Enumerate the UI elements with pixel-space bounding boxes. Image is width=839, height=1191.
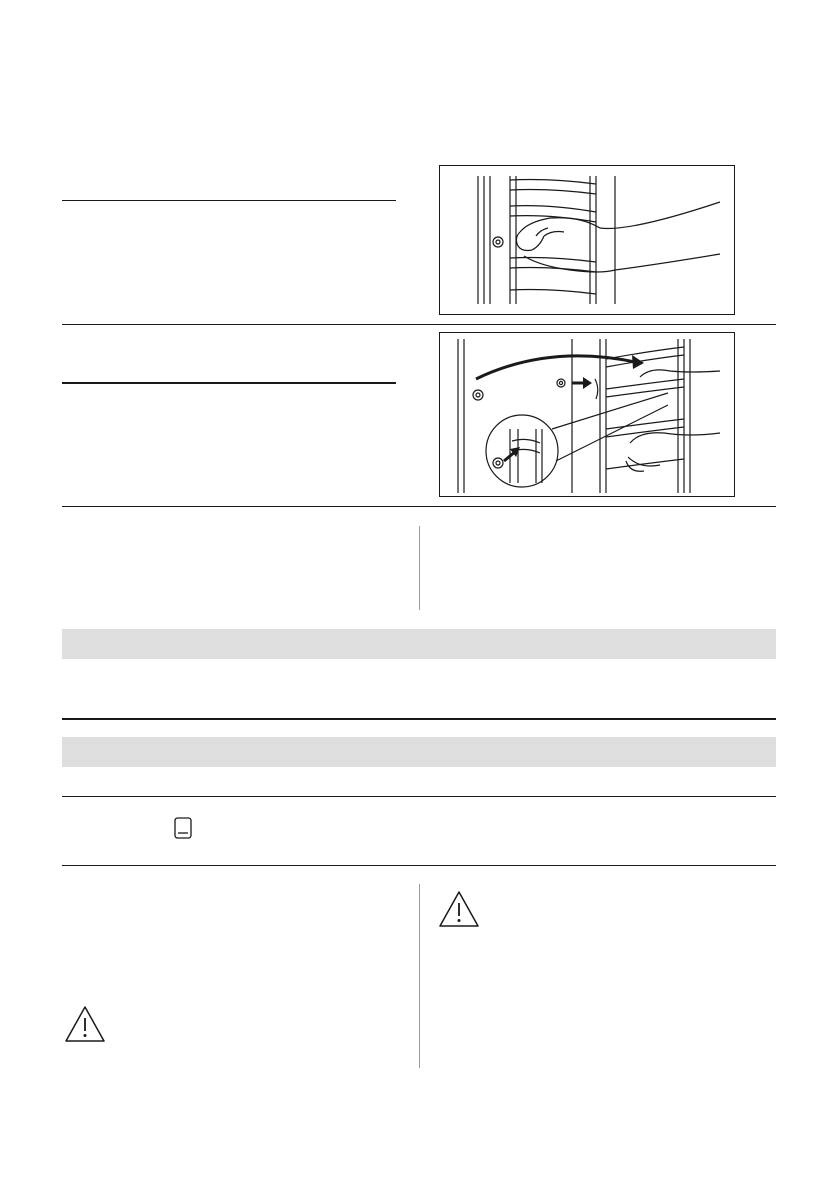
row-divider-1	[62, 324, 776, 325]
column-divider-1	[419, 526, 420, 610]
warning-triangle-icon	[63, 1004, 107, 1044]
section-header-bar-1	[62, 629, 776, 659]
section-divider	[62, 718, 776, 720]
table-bottom-rule	[62, 865, 776, 866]
oven-icon	[174, 817, 192, 839]
oven-shelf-support-installation-illustration	[440, 333, 734, 496]
figure-remove-shelf-support	[439, 165, 735, 315]
row-divider-2	[62, 506, 776, 507]
step-2-heading-underline	[62, 382, 396, 384]
step-1-heading-underline	[62, 200, 396, 201]
figure-install-shelf-support	[439, 332, 735, 497]
oven-shelf-support-removal-illustration	[440, 166, 734, 314]
column-divider-2	[419, 884, 420, 1068]
table-top-rule	[62, 796, 776, 797]
section-header-bar-2	[62, 737, 776, 767]
warning-triangle-icon	[437, 889, 481, 929]
